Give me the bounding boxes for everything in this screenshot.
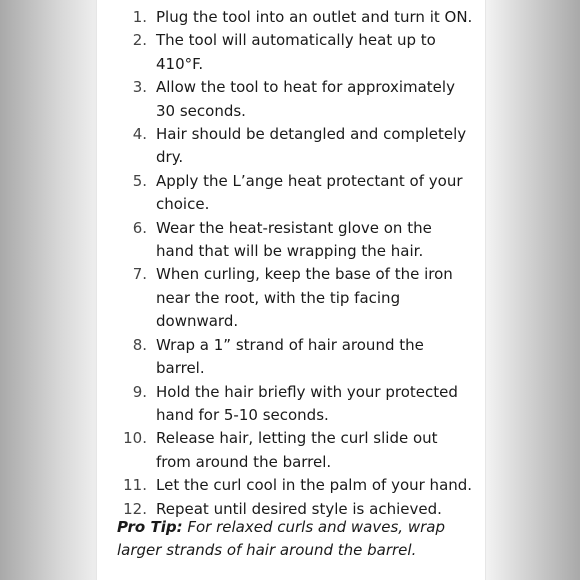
step-number: 5.	[132, 171, 147, 190]
pro-tip	[117, 516, 467, 563]
step-text: Wear the heat-resistant glove on the hand that will be wrapping the hair.	[156, 218, 432, 261]
step-text: Hold the hair briefly with your protected hand for 5-10 seconds.	[156, 382, 458, 424]
step-text: Hair should be detangled and completely dry.	[156, 125, 467, 167]
step-text: The tool will automatically heat up to 410°F.	[156, 31, 436, 73]
step-number: 9.	[132, 382, 147, 401]
list-item	[97, 263, 487, 333]
list-item	[97, 427, 487, 474]
list-item	[97, 334, 487, 381]
step-number: 7.	[132, 265, 147, 284]
list-item	[97, 76, 487, 123]
pro-tip-text: For relaxed curls and waves, wrap larger strands of hair around the barrel.	[117, 518, 445, 560]
list-item	[97, 217, 487, 264]
pro-tip-label: Pro Tip:	[117, 518, 183, 536]
step-number: 3.	[132, 78, 147, 97]
list-item	[97, 381, 487, 428]
steps-list	[97, 6, 487, 521]
step-text: Let the curl cool in the palm of your hand.	[156, 476, 473, 495]
instructions-card	[96, 0, 486, 580]
step-text: Repeat until desired style is achieved.	[156, 499, 442, 518]
step-number: 4.	[132, 125, 147, 144]
step-number: 10.	[123, 429, 147, 448]
step-text: Wrap a 1” strand of hair around the barrel.	[156, 335, 424, 378]
list-item	[97, 170, 487, 217]
step-number: 1.	[132, 8, 147, 26]
step-number: 11.	[123, 476, 147, 495]
step-number: 8.	[132, 335, 147, 354]
list-item	[97, 474, 487, 497]
list-item	[97, 123, 487, 170]
step-number: 2.	[132, 31, 147, 50]
step-text: When curling, keep the base of the iron near the root, with the tip facing downward.	[156, 265, 453, 331]
list-item	[97, 6, 487, 29]
step-number: 12.	[123, 499, 147, 518]
step-text: Release hair, letting the curl slide out from around the barrel.	[156, 429, 438, 471]
step-text: Allow the tool to heat for approximately 30 seconds.	[156, 78, 455, 120]
step-text: Apply the L’ange heat protectant of your choice.	[156, 171, 463, 214]
step-text: Plug the tool into an outlet and turn it ON.	[156, 8, 473, 26]
list-item	[97, 29, 487, 76]
step-number: 6.	[132, 218, 147, 237]
